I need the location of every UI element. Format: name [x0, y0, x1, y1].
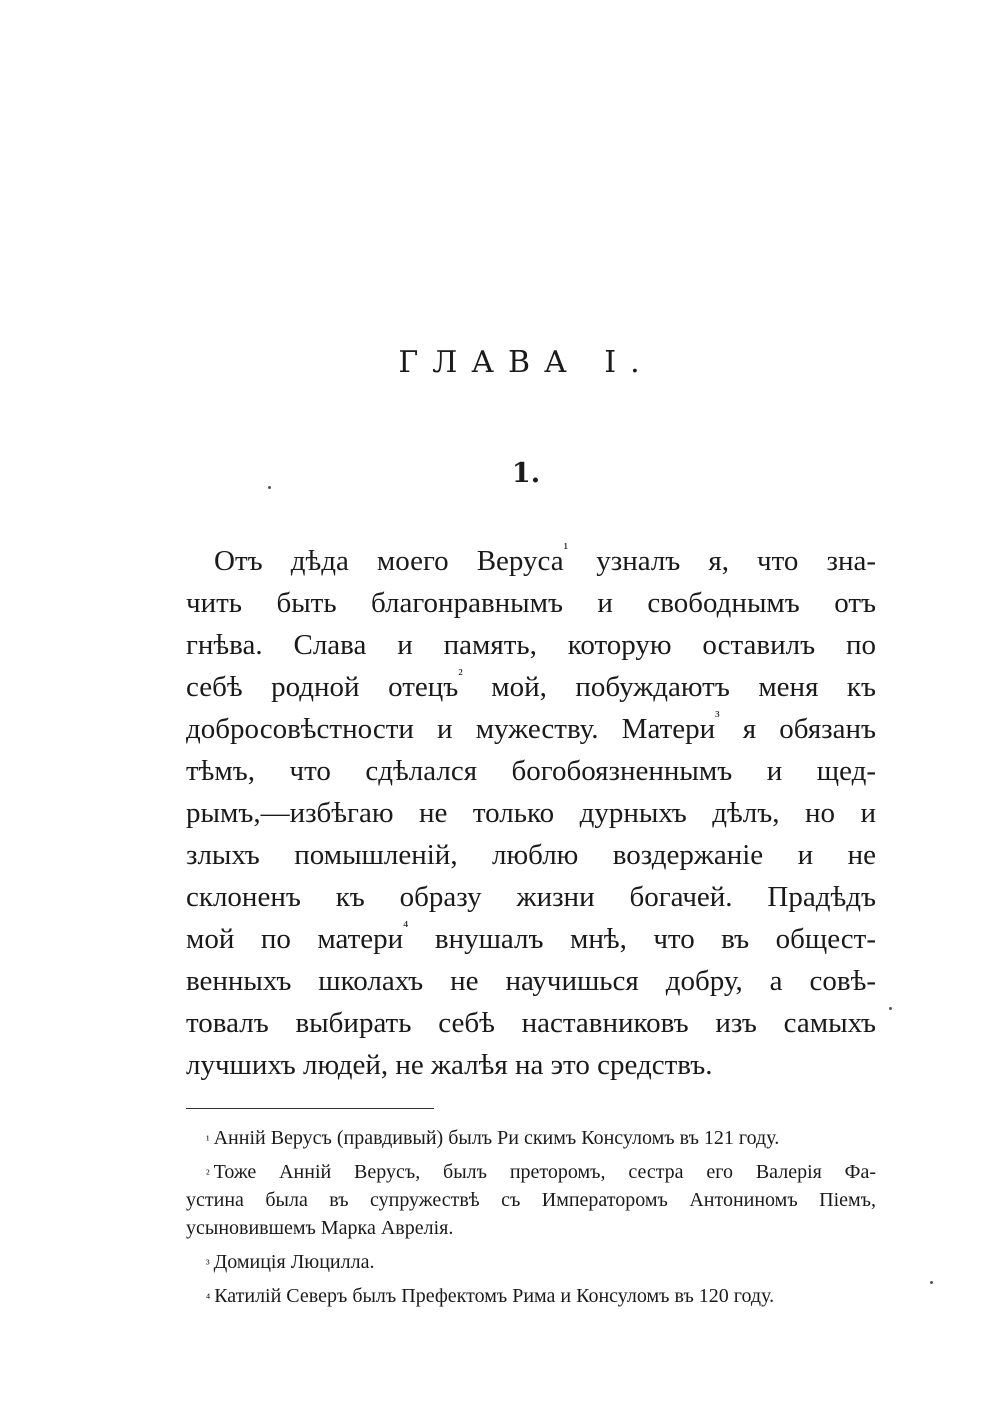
text-line: чить быть благонравнымъ и свободнымъ отъ — [186, 587, 876, 619]
text-line: венныхъ школахъ не научишься добру, а совѣ- — [186, 965, 876, 997]
text-line: лучшихъ людей, не жалѣя на это средствъ. — [186, 1049, 713, 1081]
footnote-reference: ³ — [715, 709, 720, 725]
text-line: рымъ,—избѣгаю не только дурныхъ дѣлъ, но и — [186, 797, 876, 829]
footnote-line: усыновившемъ Марка Аврелія. — [186, 1217, 454, 1239]
footnote-2 — [186, 1158, 876, 1242]
footnote-mark: ⁴ — [206, 1291, 211, 1305]
footnote-3 — [186, 1248, 876, 1276]
text-line: добросовѣстности и мужеству. Матери$^{^3}$ я обязанъ — [186, 709, 876, 745]
footnote-reference: ² — [458, 667, 463, 683]
footnote-line: $^{^4}$ Катилій Северъ былъ Префектомъ Рима и Консуломъ въ 120 году. — [206, 1285, 775, 1307]
text-line: гнѣва. Слава и память, которую оставилъ по — [186, 629, 876, 661]
footnote-line: $^{^3}$ Домиція Люцилла. — [206, 1251, 375, 1273]
footnote-reference: ⁴ — [403, 919, 409, 935]
stray-mark — [930, 1281, 933, 1284]
footnote-line: $^{^2}$ Тоже Анній Верусъ, былъ преторомъ, сестра его Валерія Фа- — [206, 1161, 876, 1183]
footnotes — [186, 1124, 876, 1316]
text-line: себѣ родной отецъ$^{^2}$ мой, побуждаютъ меня къ — [186, 667, 877, 703]
footnote-reference: ¹ — [563, 541, 569, 557]
body-paragraph — [186, 540, 876, 1086]
text-line: злыхъ помышленій, люблю воздержаніе и не — [186, 839, 876, 871]
text-line: Отъ дѣда моего Веруса$^{^1}$ узналъ я, что зна- — [214, 541, 876, 577]
footnote-line: устина была въ супружествѣ съ Императоромъ Антониномъ Піемъ, — [186, 1189, 876, 1211]
footnote-1 — [186, 1124, 876, 1152]
footnote-mark: ² — [206, 1167, 210, 1181]
text-line: мой по матери$^{^4}$ внушалъ мнѣ, что въ общест- — [186, 919, 877, 955]
footnote-divider — [186, 1108, 434, 1109]
footnote-mark: ³ — [206, 1257, 210, 1271]
footnote-4 — [186, 1282, 876, 1310]
stray-mark — [889, 1007, 892, 1010]
footnote-mark: ¹ — [206, 1133, 210, 1147]
text-line: товалъ выбирать себѣ наставниковъ изъ самыхъ — [186, 1007, 876, 1039]
chapter-title: ГЛАВА I. — [398, 345, 654, 380]
footnote-line: $^{^1}$ Анній Верусъ (правдивый) былъ Ри скимъ Консуломъ въ 121 году. — [206, 1127, 780, 1149]
text-line: склоненъ къ образу жизни богачей. Прадѣдъ — [186, 881, 876, 913]
text-line: тѣмъ, что сдѣлался богобоязненнымъ и щед- — [186, 755, 876, 787]
section-number: 1. — [511, 458, 541, 489]
stray-mark — [268, 486, 271, 489]
